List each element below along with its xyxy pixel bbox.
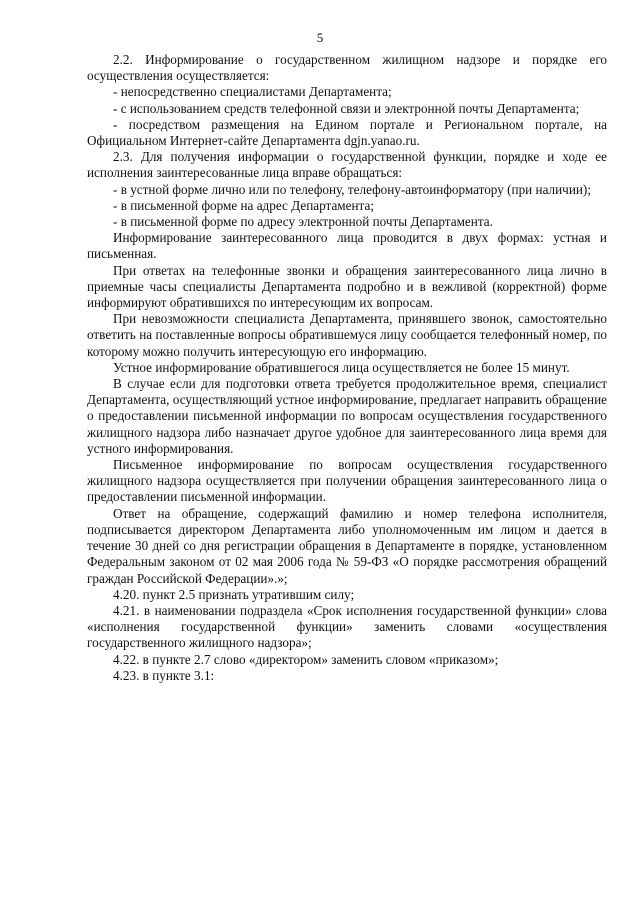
list-item-written-email: - в письменной форме по адресу электронной почты Департамента. xyxy=(113,214,493,230)
paragraph-2-3: 2.3. Для получения информации о государственной функции, порядке и ходе ее исполнения заинтересованные лица вправе обращаться: xyxy=(87,149,607,181)
list-item-portals: - посредством размещения на Едином портале и Региональном портале, на Официальном Интернет-сайте Департамента dgjn.yanao.ru. xyxy=(87,116,607,149)
paragraph-4-23: 4.23. в пункте 3.1: xyxy=(113,667,215,683)
paragraph-4-22: 4.22. в пункте 2.7 слово «директором» заменить словом «приказом»; xyxy=(113,651,499,667)
list-item-oral: - в устной форме лично или по телефону, телефону-автоинформатору (при наличии); xyxy=(113,181,591,197)
paragraph-written-info: Письменное информирование по вопросам осуществления государственного жилищного надзора осуществляется при получении обращения заинтересованного лица о предоставлении письменной информации. xyxy=(87,457,607,505)
document-body xyxy=(87,52,607,684)
paragraph-oral-duration: Устное информирование обратившегося лица осуществляется не более 15 минут. xyxy=(113,359,570,375)
paragraph-response: Ответ на обращение, содержащий фамилию и номер телефона исполнителя, подписывается директором Департамента либо уполномоченным им лицом и дается в течение 30 дней со дня регистрации обращения в Департаменте в порядке, установленном Федеральным законом от 02 мая 2006 года № 59-ФЗ «О порядке рассмотрения обращений граждан Российской Федерации».»; xyxy=(87,505,607,586)
paragraph-long-answer: В случае если для подготовки ответа требуется продолжительное время, специалист Департамента, осуществляющий устное информирование, предлагает направить обращение о предоставлении письменной информации по вопросам осуществления государственного жилищного надзора либо назначает другое удобное для заинтересованного лица время для устного информирования. xyxy=(87,376,607,456)
paragraph-impossibility: При невозможности специалиста Департамента, принявшего звонок, самостоятельно ответить на поставленные вопросы обратившемуся лицу сообщается телефонный номер, по которому можно получить интересующую его информацию. xyxy=(87,311,607,359)
page-number: 5 xyxy=(316,30,324,45)
paragraph-forms: Информирование заинтересованного лица проводится в двух формах: устная и письменная. xyxy=(87,230,607,262)
paragraph-4-21: 4.21. в наименовании подраздела «Срок исполнения государственной функции» слова «исполнения государственной функции» заменить словами «осуществления государственного жилищного надзора»; xyxy=(87,602,607,651)
paragraph-phone-answers: При ответах на телефонные звонки и обращения заинтересованного лица лично в приемные часы специалисты Департамента подробно и в вежливой (корректной) форме информируют обратившихся по интересующим их вопросам. xyxy=(87,262,607,311)
list-item-specialists: - непосредственно специалистами Департамента; xyxy=(113,84,392,100)
paragraph-2-2: 2.2. Информирование о государственном жилищном надзоре и порядке его осуществления осуществляется: xyxy=(87,52,607,84)
list-item-phone-email: - с использованием средств телефонной связи и электронной почты Департамента; xyxy=(113,100,580,116)
list-item-written-address: - в письменной форме на адрес Департамента; xyxy=(113,197,374,213)
paragraph-4-20: 4.20. пункт 2.5 признать утратившим силу; xyxy=(113,586,355,602)
